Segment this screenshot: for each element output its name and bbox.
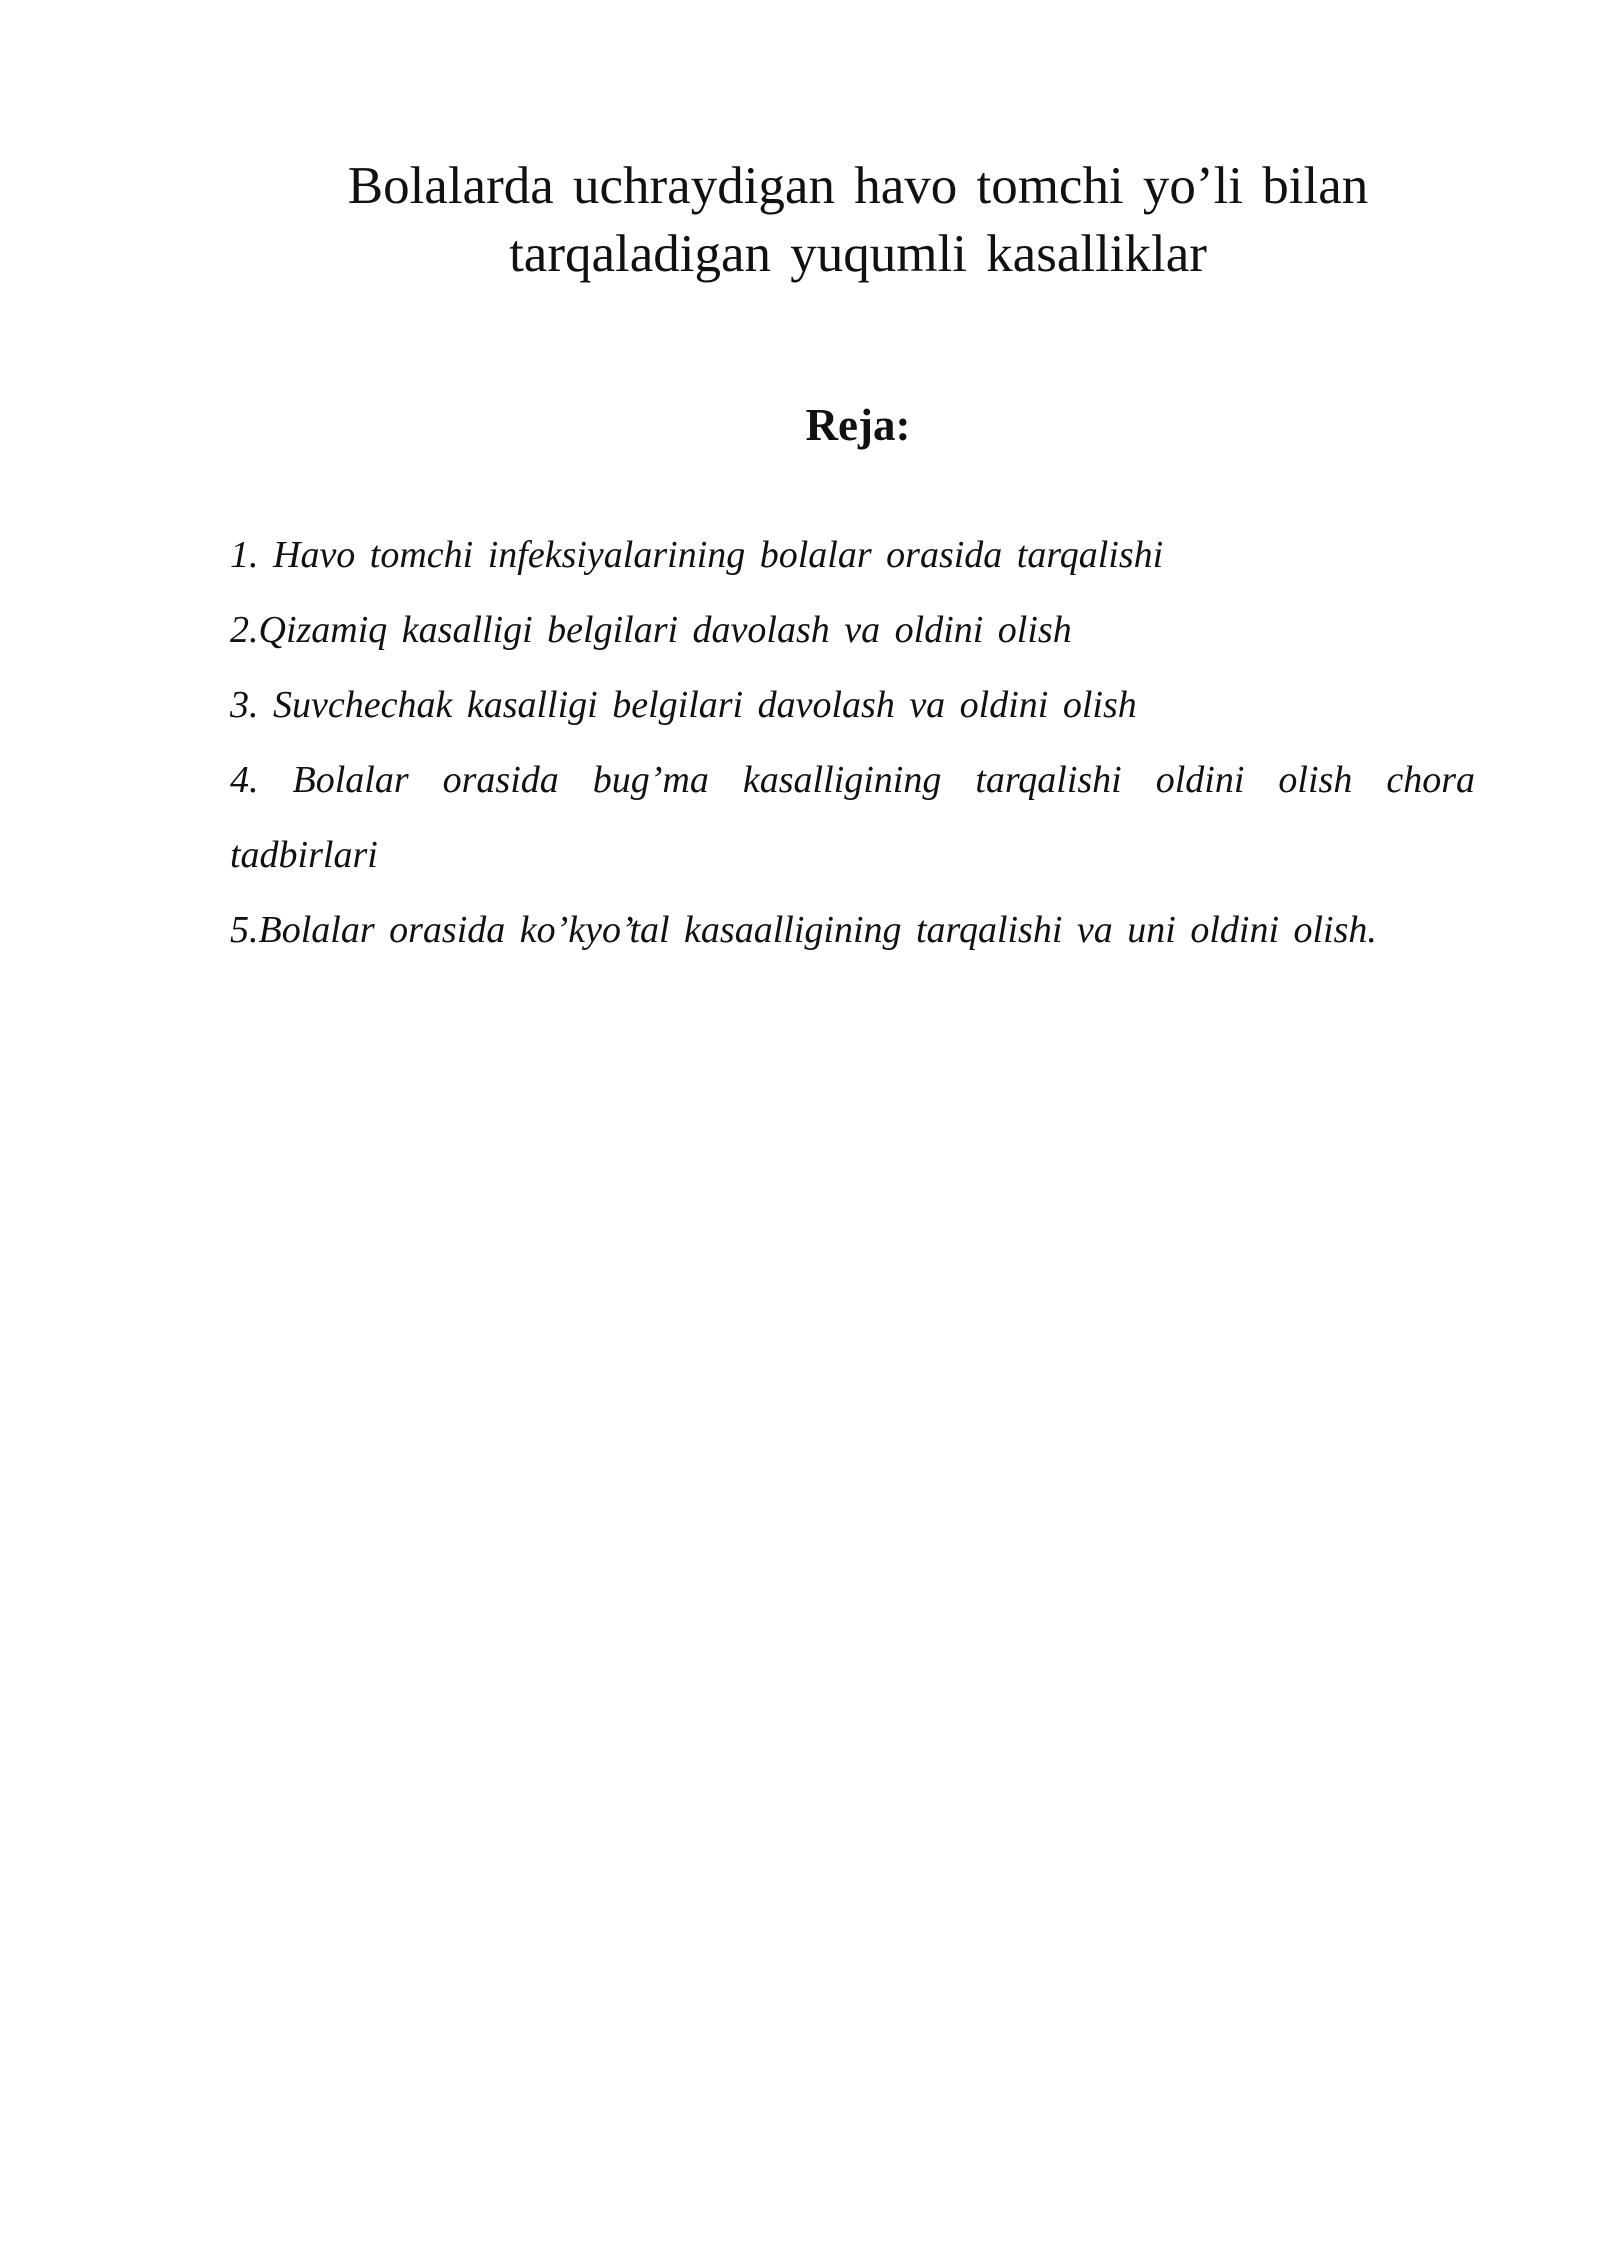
plan-item-2: 2.Qizamiq kasalligi belgilari davolash va oldini olish [230,609,1072,651]
plan-item-1: 1. Havo tomchi infeksiyalarining bolalar orasida tarqalishi [230,534,1164,576]
plan-item-3: 3. Suvchechak kasalligi belgilari davolash va oldini olish [230,684,1137,726]
plan-list [230,518,1475,968]
title-line-1: Bolalarda uchraydigan havo tomchi yo’li bilan [347,157,1369,215]
document-title [268,152,1448,288]
title-line-2: tarqaladigan yuqumli kasalliklar [509,225,1207,283]
plan-heading: Reja: [805,400,911,450]
plan-item-5: 5.Bolalar orasida ko’kyo’tal kasaalligining tarqalishi va uni oldini olish. [230,909,1377,951]
plan-item-4: 4. Bolalar orasida bug’ma kasalligining tarqalishi oldini olish chora tadbirlari [230,759,1475,876]
